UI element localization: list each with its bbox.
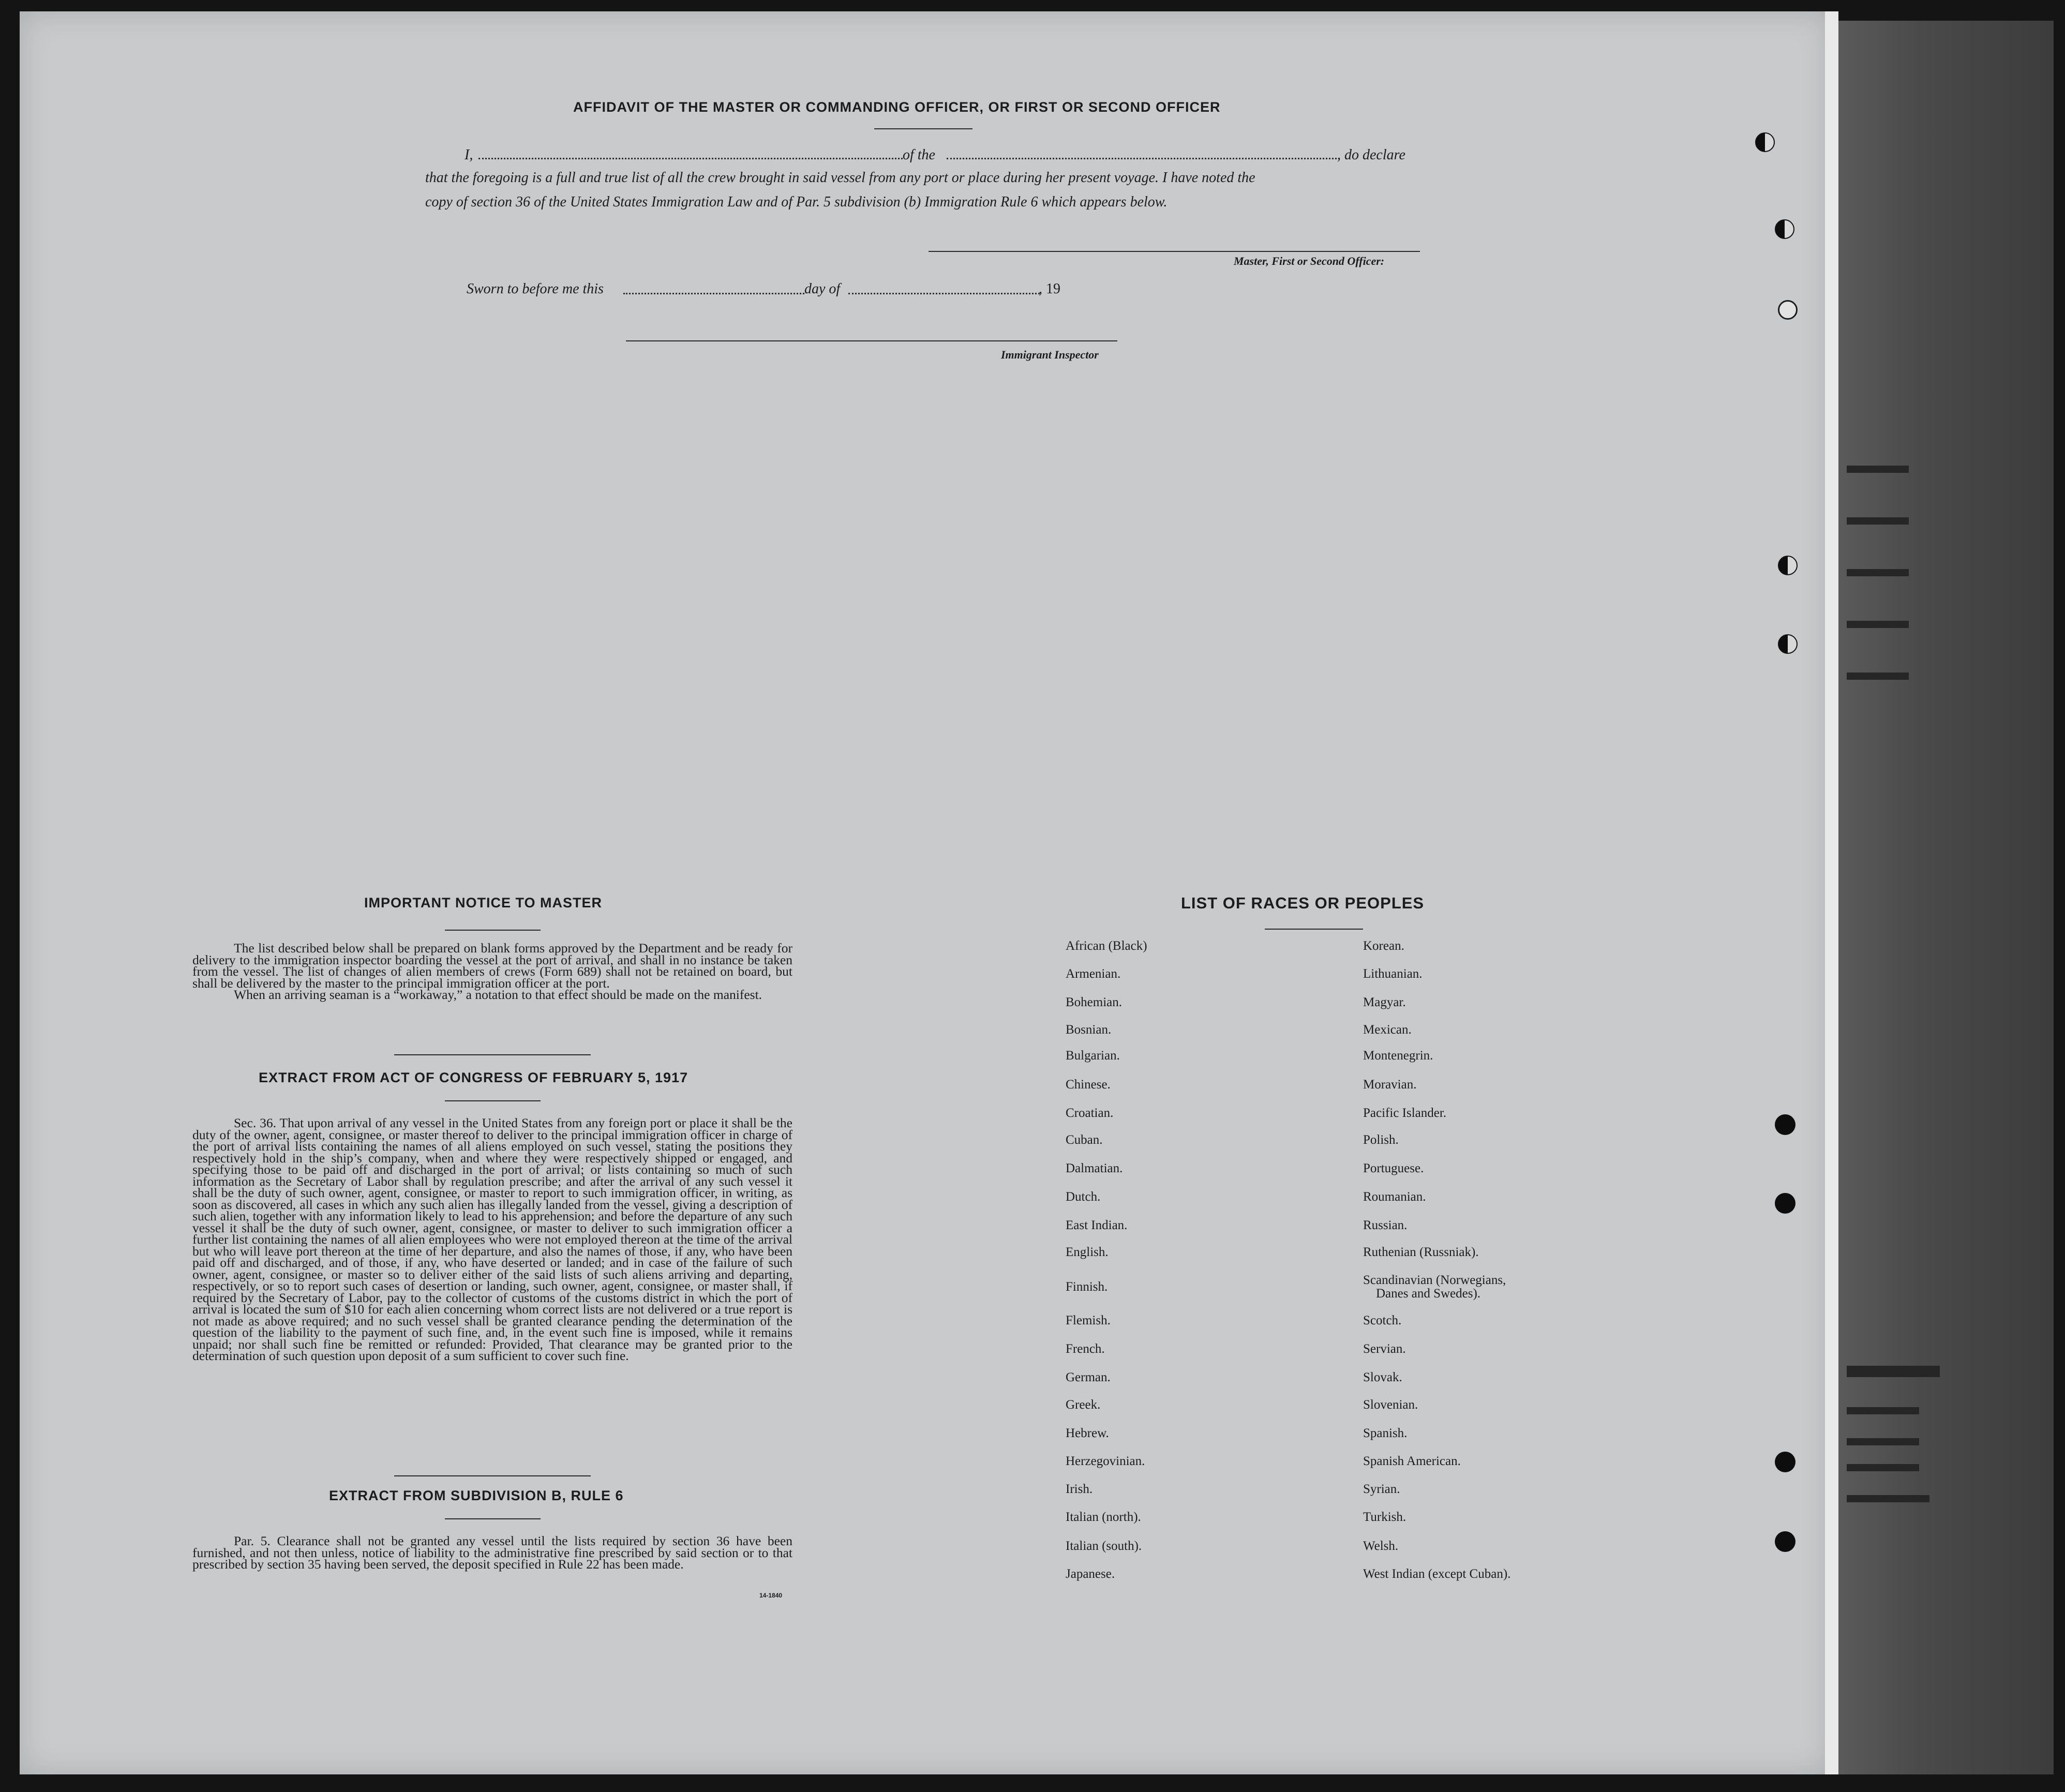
officer-signature-line[interactable] <box>929 251 1420 252</box>
punch-hole-icon <box>1755 132 1775 152</box>
race-item: Italian (north). <box>1066 1510 1141 1524</box>
act-title-underline <box>445 1100 541 1101</box>
underlying-page-mark <box>1847 569 1909 576</box>
affidavit-declare: , do declare <box>1337 147 1405 163</box>
race-item: African (Black) <box>1066 939 1147 953</box>
races-title: LIST OF RACES OR PEOPLES <box>1181 894 1425 912</box>
race-item: Finnish. <box>1066 1280 1108 1294</box>
underlying-page <box>1831 21 2054 1774</box>
affidavit-title: AFFIDAVIT OF THE MASTER OR COMMANDING OFFICER, OR FIRST OR SECOND OFFICER <box>573 99 1221 115</box>
underlying-page-mark <box>1847 1366 1940 1377</box>
race-item: Flemish. <box>1066 1313 1111 1327</box>
race-item: Lithuanian. <box>1363 967 1423 981</box>
underlying-page-mark <box>1847 1438 1919 1445</box>
notice-title: IMPORTANT NOTICE TO MASTER <box>364 895 602 910</box>
punch-hole-icon <box>1778 634 1798 654</box>
race-item: Dutch. <box>1066 1190 1101 1204</box>
race-item: Armenian. <box>1066 967 1121 981</box>
race-item: Croatian. <box>1066 1106 1114 1120</box>
form-code: 14-1840 <box>759 1592 783 1599</box>
underlying-page-mark <box>1847 1464 1919 1471</box>
race-item: Spanish. <box>1363 1426 1408 1440</box>
race-item: Hebrew. <box>1066 1426 1109 1440</box>
section-divider <box>394 1054 591 1055</box>
underlying-page-mark <box>1847 466 1909 473</box>
notice-body <box>192 940 792 1002</box>
paragraph-5-text: Par. 5. Clearance shall not be granted any vessel until the lists required by section 36 have been furnished, and not then unless, notice of liability to the administrative fine prescribed by said section or to that prescribed by section 35 having been served, the deposit specified in Rule 22 has been made. <box>192 1533 792 1572</box>
race-item: Greek. <box>1066 1398 1101 1412</box>
race-item: West Indian (except Cuban). <box>1363 1567 1511 1581</box>
document-sheet <box>20 11 1830 1774</box>
race-item: Polish. <box>1363 1133 1399 1147</box>
race-item: Welsh. <box>1363 1539 1399 1553</box>
sworn-year: , 19 <box>1039 281 1060 297</box>
officer-caption: Master, First or Second Officer: <box>1234 255 1385 267</box>
race-item: Russian. <box>1363 1218 1408 1232</box>
race-item: Mexican. <box>1363 1023 1412 1037</box>
notice-paragraph-2: When an arriving seaman is a “workaway,” a notation to that effect should be made on the manifest. <box>234 987 762 1002</box>
underlying-page-mark <box>1847 1407 1919 1414</box>
affidavit-i: I, <box>465 147 473 163</box>
race-item: Pacific Islander. <box>1363 1106 1447 1120</box>
race-item: Bulgarian. <box>1066 1049 1120 1063</box>
name-blank[interactable] <box>478 158 903 159</box>
act-extract-body <box>192 1117 792 1362</box>
race-item: French. <box>1066 1342 1105 1356</box>
race-item: Slovak. <box>1363 1370 1402 1384</box>
notice-underline <box>445 930 541 931</box>
race-item: Scandinavian (Norwegians, <box>1363 1273 1506 1287</box>
race-item: Slovenian. <box>1363 1398 1418 1412</box>
rule-extract-body <box>192 1535 792 1571</box>
underlying-page-mark <box>1847 517 1909 525</box>
sheet-edge <box>1825 11 1838 1774</box>
section-36-text: Sec. 36. That upon arrival of any vessel in the United States from any foreign port or place it shall be the duty of the owner, agent, consignee, or master thereof to deliver to the principal immigration officer in charge of the port of arrival lists containing the names of all aliens employed on such vessel, stating the positions they respectively hold in the ship’s company, when and where they were respectively shipped or engaged, and specifying those to be paid off and discharged in the port of arrival; or lists containing so much of such information as the Secretary of Labor shall by regulation prescribe; and after the arrival of any such vessel it shall be the duty of such owner, agent, consignee, or master to report to such immigration officer, in writing, as soon as discovered, all cases in which any such alien has illegally landed from the vessel, giving a description of such alien, together with any information likely to lead to his apprehension; and before the departure of any such vessel it shall be the duty of such owner, agent, consignee, or master to deliver to such immigration officer a further list containing the names of all alien employees who were not employed thereon at the time of the arrival but who will leave port thereon at the time of her departure, and also the names of those, if any, who have been paid off and discharged, and of those, if any, who have deserted or landed; and in case of the failure of such owner, agent, consignee, or master so to deliver either of the said lists of such aliens arriving and departing, respectively, or so to report such cases of desertion or landing, such owner, agent, consignee, or master shall, if required by the Secretary of Labor, pay to the collector of customs of the customs district in which the port of arrival is located the sum of $10 for each alien concerning whom correct lists are not delivered or a true report is not made as above required; and no such vessel shall be granted clearance pending the determination of the question of the liability to the payment of such fine, and, in the event such fine is imposed, while it remains unpaid; nor shall such fine be remitted or refunded: Provided, That clearance may be granted prior to the determination of such question upon deposit of a sum sufficient to cover such fine. <box>192 1115 792 1363</box>
section-divider <box>394 1475 591 1476</box>
race-item: Turkish. <box>1363 1510 1406 1524</box>
race-item: Chinese. <box>1066 1078 1111 1092</box>
title-underline <box>874 128 972 129</box>
notice-paragraph-1: The list described below shall be prepared on blank forms approved by the Department and be ready for delivery to the immigration inspector boarding the vessel at the port of arrival, and shall in no instance be taken from the vessel. The list of changes of alien members of crews (Form 689) shall not be retained on board, but shall be delivered by the master to the principal immigration officer at the port. <box>192 940 792 991</box>
underlying-page-mark <box>1847 1495 1929 1502</box>
sworn-month-blank[interactable] <box>848 293 1040 294</box>
rule-extract-title: EXTRACT FROM SUBDIVISION B, RULE 6 <box>329 1488 624 1503</box>
race-item: Italian (south). <box>1066 1539 1142 1553</box>
punch-hole-icon <box>1775 219 1794 239</box>
race-item: Roumanian. <box>1363 1190 1426 1204</box>
underlying-page-mark <box>1847 621 1909 628</box>
sworn-prefix: Sworn to before me this <box>467 281 604 297</box>
punch-hole-icon <box>1778 300 1798 320</box>
inspector-caption: Immigrant Inspector <box>1001 348 1099 361</box>
sworn-day-of: day of <box>804 281 841 297</box>
vessel-blank[interactable] <box>947 158 1340 159</box>
rule-title-underline <box>445 1518 541 1519</box>
race-item: Cuban. <box>1066 1133 1103 1147</box>
race-item: Spanish American. <box>1363 1454 1461 1468</box>
sworn-day-blank[interactable] <box>623 293 804 294</box>
underlying-page-mark <box>1847 673 1909 680</box>
race-item-continuation: Danes and Swedes). <box>1376 1287 1481 1301</box>
inspector-signature-line[interactable] <box>626 340 1117 341</box>
affidavit-line-2: that the foregoing is a full and true list of all the crew brought in said vessel from any port or place during her present voyage. I have noted the <box>425 170 1255 186</box>
race-item: Japanese. <box>1066 1567 1115 1581</box>
race-item: East Indian. <box>1066 1218 1128 1232</box>
race-item: Portuguese. <box>1363 1161 1424 1175</box>
race-item: Montenegrin. <box>1363 1049 1433 1063</box>
race-item: Korean. <box>1363 939 1404 953</box>
affidavit-of-the: of the <box>903 147 935 163</box>
race-item: Bosnian. <box>1066 1023 1112 1037</box>
race-item: English. <box>1066 1245 1109 1259</box>
punch-hole-icon <box>1778 556 1798 575</box>
punch-hole-icon <box>1775 1452 1795 1472</box>
race-item: Ruthenian (Russniak). <box>1363 1245 1479 1259</box>
races-title-underline <box>1265 929 1363 930</box>
act-extract-title: EXTRACT FROM ACT OF CONGRESS OF FEBRUARY 5, 1917 <box>259 1070 689 1085</box>
punch-hole-icon <box>1775 1114 1795 1135</box>
race-item: Dalmatian. <box>1066 1161 1123 1175</box>
punch-hole-icon <box>1775 1531 1795 1552</box>
race-item: Servian. <box>1363 1342 1406 1356</box>
affidavit-line-3: copy of section 36 of the United States Immigration Law and of Par. 5 subdivision (b) Immigration Rule 6 which appears below. <box>425 194 1168 210</box>
race-item: Herzegovinian. <box>1066 1454 1145 1468</box>
race-item: German. <box>1066 1370 1111 1384</box>
race-item: Bohemian. <box>1066 995 1123 1009</box>
punch-hole-icon <box>1775 1193 1795 1214</box>
race-item: Irish. <box>1066 1482 1093 1496</box>
race-item: Moravian. <box>1363 1078 1417 1092</box>
race-item: Scotch. <box>1363 1313 1402 1327</box>
race-item: Syrian. <box>1363 1482 1400 1496</box>
race-item: Magyar. <box>1363 995 1406 1009</box>
